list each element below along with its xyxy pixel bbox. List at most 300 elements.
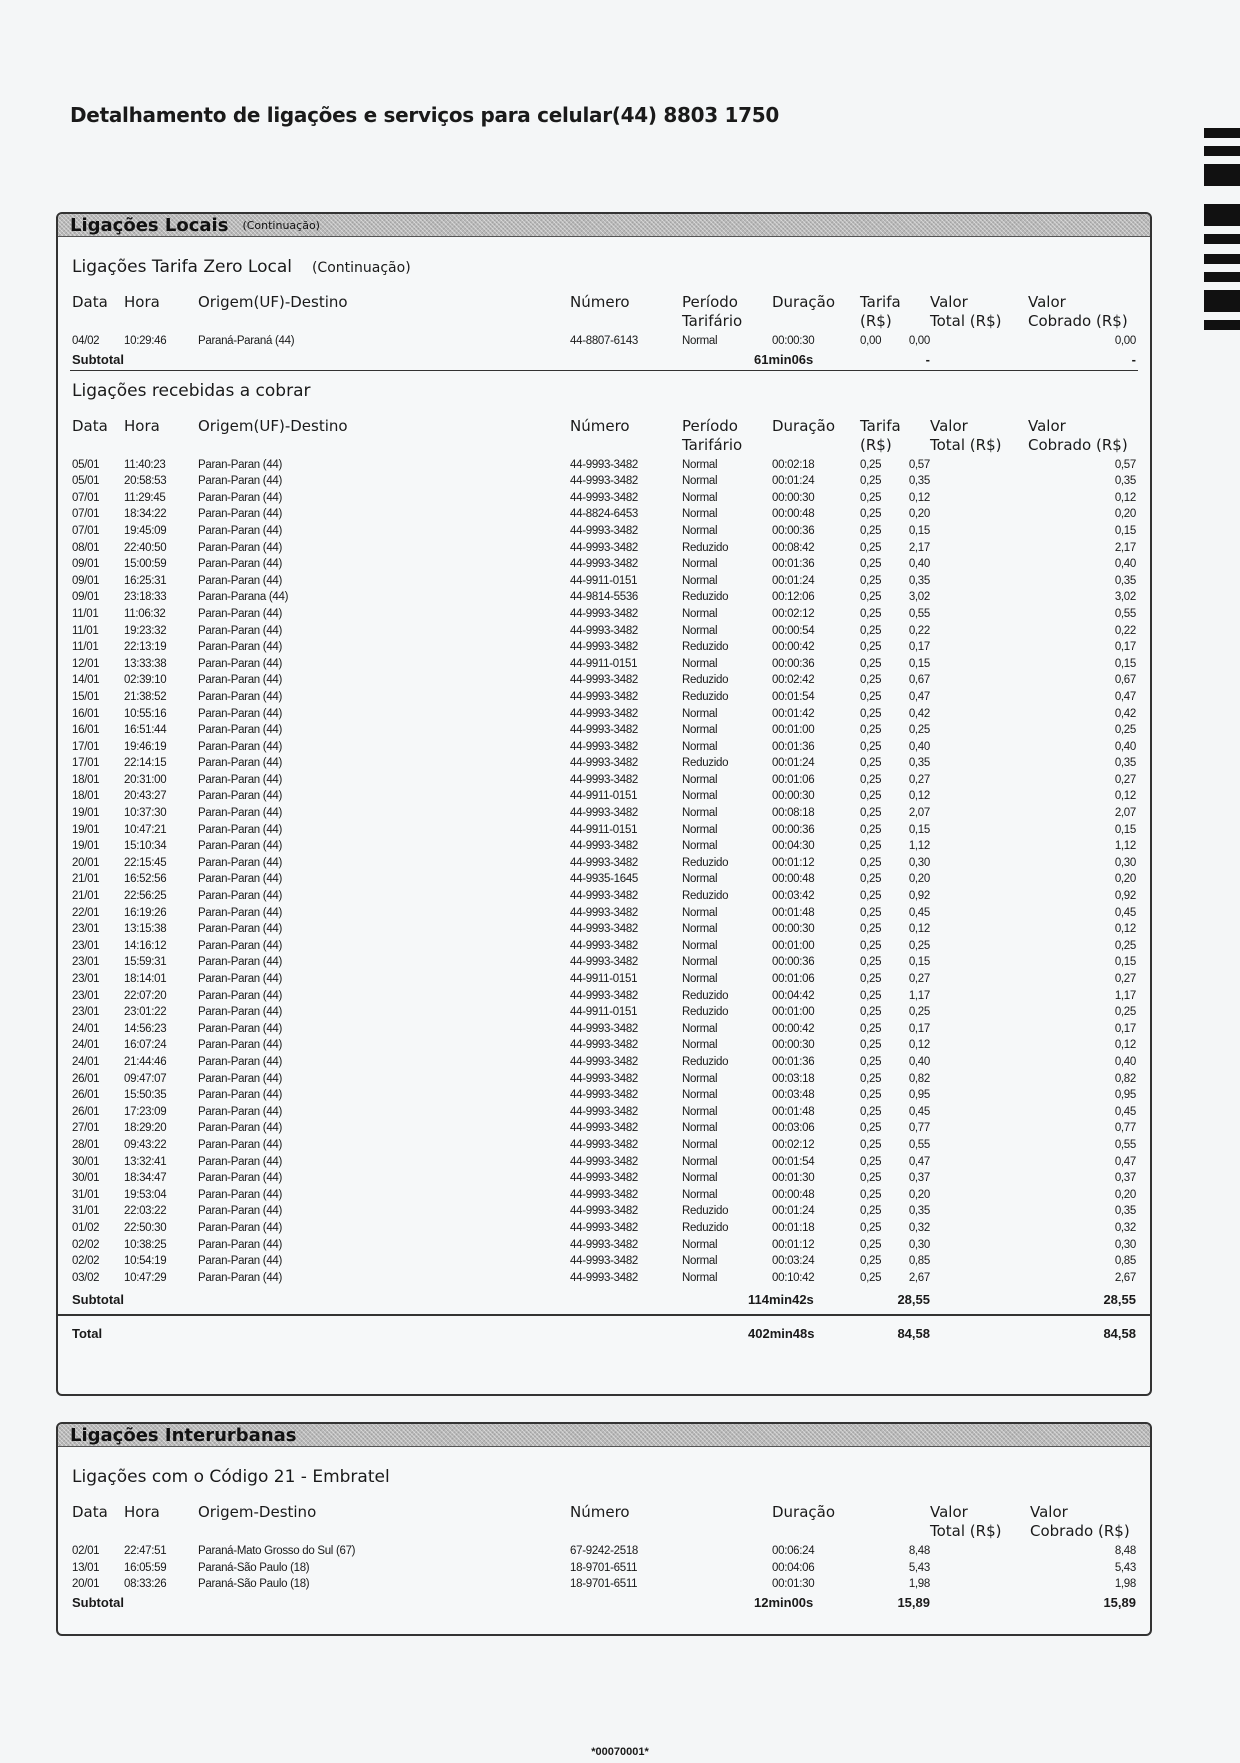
cell-numero: 44-9993-3482 xyxy=(570,740,639,753)
cell-periodo: Reduzido xyxy=(682,757,729,770)
cell-hora: 10:37:30 xyxy=(124,807,167,820)
cell-valor-cobrado: 0,12 xyxy=(1114,1039,1136,1052)
cell-tarifa: 0,25 xyxy=(860,1006,882,1019)
col-vt-1: Valor xyxy=(930,1503,968,1521)
cell-origem: Paran-Paran (44) xyxy=(198,458,283,471)
cell-numero: 44-9993-3482 xyxy=(570,1172,639,1185)
cell-periodo: Normal xyxy=(682,624,718,637)
cell-hora: 21:38:52 xyxy=(124,690,167,703)
section-header-sub: (Continuação) xyxy=(242,218,320,232)
cell-numero: 44-9993-3482 xyxy=(570,558,639,571)
cell-valor-cobrado: 0,22 xyxy=(1114,624,1136,637)
cell-valor-total: 0,22 xyxy=(908,624,930,637)
cell-origem: Paran-Paran (44) xyxy=(198,1089,283,1102)
table-row xyxy=(58,1170,1150,1187)
cell-valor-cobrado: 0,15 xyxy=(1114,956,1136,969)
col-periodo xyxy=(682,293,742,331)
cell-data: 26/01 xyxy=(72,1072,100,1085)
cell-origem: Paran-Paran (44) xyxy=(198,757,283,770)
cell-data: 02/02 xyxy=(72,1238,100,1251)
cell-duracao: 00:03:06 xyxy=(772,1122,815,1135)
cell-numero: 44-9993-3482 xyxy=(570,607,639,620)
cell-valor-cobrado: 0,25 xyxy=(1114,939,1136,952)
cell-origem: Paran-Paran (44) xyxy=(198,1072,283,1085)
cell-valor-total: 0,37 xyxy=(908,1172,930,1185)
cell-data: 16/01 xyxy=(72,724,100,737)
cell-numero: 44-9911-0151 xyxy=(570,1006,638,1019)
cell-origem: Paran-Paran (44) xyxy=(198,707,283,720)
col-vc-2: Cobrado (R$) xyxy=(1030,1522,1130,1540)
cell-data: 20/01 xyxy=(72,1578,100,1591)
cell-periodo: Normal xyxy=(682,1188,718,1201)
cell-data: 14/01 xyxy=(72,674,100,687)
cell-periodo: Normal xyxy=(682,823,718,836)
cell-valor-cobrado: 0,92 xyxy=(1114,890,1136,903)
cell-valor-cobrado: 0,35 xyxy=(1114,757,1136,770)
cell-duracao: 00:02:18 xyxy=(772,458,815,471)
cell-hora: 08:33:26 xyxy=(124,1578,167,1591)
cell-origem: Paran-Paran (44) xyxy=(198,856,283,869)
table-row xyxy=(58,1137,1150,1154)
local-calls-header xyxy=(58,214,1150,237)
cell-hora: 20:43:27 xyxy=(124,790,167,803)
cell-origem: Paran-Paran (44) xyxy=(198,807,283,820)
total-valor-cobrado: 84,58 xyxy=(1103,1326,1136,1342)
cell-numero: 44-9993-3482 xyxy=(570,1271,639,1284)
cell-numero: 44-9993-3482 xyxy=(570,1055,639,1068)
col-numero: Número xyxy=(570,416,630,435)
table-row xyxy=(58,523,1150,540)
cell-origem: Paran-Paran (44) xyxy=(198,973,283,985)
cell-valor-total: 0,25 xyxy=(908,939,930,952)
cell-duracao: 00:01:36 xyxy=(772,558,815,571)
table-row xyxy=(58,1253,1150,1270)
cell-numero: 44-9993-3482 xyxy=(570,724,639,737)
col-periodo-2: Tarifário xyxy=(682,312,743,330)
cell-tarifa: 0,25 xyxy=(860,1022,882,1035)
cell-data: 02/02 xyxy=(72,1255,100,1268)
cell-periodo: Normal xyxy=(682,508,718,521)
cell-periodo: Normal xyxy=(682,973,718,985)
cell-numero: 44-9993-3482 xyxy=(570,1022,639,1035)
col-data: Data xyxy=(72,1503,108,1521)
col-vc-1: Valor xyxy=(1030,1503,1068,1521)
cell-hora: 13:32:41 xyxy=(124,1155,167,1168)
cell-data: 05/01 xyxy=(72,475,100,488)
cell-numero: 44-9814-5536 xyxy=(570,591,639,604)
cell-periodo: Normal xyxy=(682,491,718,504)
col-valor-total xyxy=(930,417,1001,455)
cell-duracao: 00:00:48 xyxy=(772,873,815,886)
col-vt-1: Valor xyxy=(930,293,968,311)
cell-valor-total: 0,35 xyxy=(908,475,930,488)
cell-periodo: Normal xyxy=(682,840,718,853)
cell-data: 05/01 xyxy=(72,458,100,471)
cell-origem: Paran-Paran (44) xyxy=(198,690,283,703)
cell-origem: Paran-Paran (44) xyxy=(198,923,283,936)
cell-numero: 44-9935-1645 xyxy=(570,873,639,886)
cell-tarifa: 0,25 xyxy=(860,973,882,985)
cell-hora: 13:15:38 xyxy=(124,923,167,936)
cell-origem: Paran-Paran (44) xyxy=(198,890,283,903)
cell-hora: 17:23:09 xyxy=(124,1105,167,1118)
cell-hora: 22:50:30 xyxy=(124,1221,167,1234)
cell-valor-total: 0,45 xyxy=(908,1105,930,1118)
codigo21-rows xyxy=(58,1543,1150,1593)
cell-valor-total: 0,30 xyxy=(908,856,930,869)
cell-valor-cobrado: 5,43 xyxy=(1114,1561,1136,1574)
cell-data: 28/01 xyxy=(72,1138,100,1151)
cell-data: 01/02 xyxy=(72,1221,100,1234)
cell-origem: Paran-Paran (44) xyxy=(198,1022,283,1035)
col-valor-total xyxy=(930,293,1001,331)
cell-valor-cobrado: 0,40 xyxy=(1114,1055,1136,1068)
cell-tarifa: 0,25 xyxy=(860,1172,882,1185)
cell-data: 20/01 xyxy=(72,856,100,869)
cell-tarifa: 0,25 xyxy=(860,1039,882,1052)
cell-duracao: 00:01:30 xyxy=(772,1578,815,1591)
cell-duracao: 00:01:54 xyxy=(772,1155,815,1168)
cell-tarifa: 0,25 xyxy=(860,475,882,488)
table-row xyxy=(58,921,1150,938)
cell-numero: 44-8824-6453 xyxy=(570,508,639,521)
cell-valor-cobrado: 0,25 xyxy=(1114,1006,1136,1019)
cell-data: 16/01 xyxy=(72,707,100,720)
table-row xyxy=(58,755,1150,772)
cell-valor-cobrado: 0,12 xyxy=(1114,923,1136,936)
table-row xyxy=(58,822,1150,839)
cell-valor-total: 0,20 xyxy=(908,1188,930,1201)
recebidas-subtotal xyxy=(58,1290,1150,1310)
cell-valor-total: 3,02 xyxy=(908,591,930,604)
cell-hora: 02:39:10 xyxy=(124,674,167,687)
cell-valor-cobrado: 0,30 xyxy=(1114,1238,1136,1251)
cell-valor-cobrado: 0,47 xyxy=(1114,1155,1136,1168)
subtotal-valor-total: 15,89 xyxy=(897,1594,930,1610)
cell-valor-cobrado: 0,20 xyxy=(1114,1188,1136,1201)
cell-hora: 11:06:32 xyxy=(124,607,166,620)
cell-tarifa: 0,25 xyxy=(860,956,882,969)
cell-valor-total: 0,30 xyxy=(908,1238,930,1251)
col-duracao: Duração xyxy=(772,1503,836,1521)
table-row xyxy=(58,1237,1150,1254)
cell-hora: 22:40:50 xyxy=(124,541,167,554)
cell-data: 30/01 xyxy=(72,1172,100,1185)
cell-numero: 44-9993-3482 xyxy=(570,856,639,869)
cell-periodo: Normal xyxy=(682,558,718,571)
cell-periodo: Normal xyxy=(682,807,718,820)
recebidas-column-headers xyxy=(58,417,1150,457)
cell-tarifa: 0,25 xyxy=(860,690,882,703)
cell-periodo: Reduzido xyxy=(682,1055,729,1068)
tarifa-zero-title xyxy=(58,257,1150,277)
table-row xyxy=(58,971,1150,988)
cell-origem: Paran-Paran (44) xyxy=(198,541,283,554)
col-data: Data xyxy=(72,416,108,435)
cell-origem: Paran-Paran (44) xyxy=(198,1205,283,1218)
cell-tarifa: 0,25 xyxy=(860,1155,882,1168)
cell-hora: 15:50:35 xyxy=(124,1089,167,1102)
cell-hora: 11:29:45 xyxy=(124,491,166,504)
cell-data: 23/01 xyxy=(72,923,100,936)
cell-origem: Paran-Paran (44) xyxy=(198,906,283,919)
cell-valor-total: 0,95 xyxy=(908,1089,930,1102)
cell-duracao: 00:08:42 xyxy=(772,541,815,554)
cell-hora: 10:47:21 xyxy=(124,823,167,836)
table-row xyxy=(58,1004,1150,1021)
cell-valor-total: 1,98 xyxy=(908,1578,930,1591)
cell-numero: 44-9993-3482 xyxy=(570,707,639,720)
cell-numero: 44-9993-3482 xyxy=(570,890,639,903)
cell-hora: 16:25:31 xyxy=(124,574,167,587)
cell-periodo: Reduzido xyxy=(682,856,729,869)
cell-data: 24/01 xyxy=(72,1022,100,1035)
cell-valor-total: 0,35 xyxy=(908,757,930,770)
cell-periodo: Normal xyxy=(682,458,718,471)
cell-periodo: Normal xyxy=(682,1238,718,1251)
cell-periodo: Normal xyxy=(682,1022,718,1035)
cell-origem: Paran-Paran (44) xyxy=(198,724,283,737)
cell-numero: 44-9993-3482 xyxy=(570,1255,639,1268)
cell-valor-total: 0,15 xyxy=(908,657,930,670)
table-row xyxy=(58,1203,1150,1220)
cell-origem: Paran-Paran (44) xyxy=(198,1122,283,1135)
col-numero: Número xyxy=(570,1503,630,1521)
col-vt-2: Total (R$) xyxy=(930,312,1002,330)
cell-origem: Paran-Paran (44) xyxy=(198,1155,283,1168)
cell-tarifa: 0,25 xyxy=(860,458,882,471)
cell-origem: Paran-Paran (44) xyxy=(198,624,283,637)
cell-data: 07/01 xyxy=(72,491,100,504)
cell-valor-cobrado: 0,40 xyxy=(1114,740,1136,753)
cell-numero: 44-9993-3482 xyxy=(570,1138,639,1151)
col-vt-1: Valor xyxy=(930,416,968,435)
cell-periodo: Reduzido xyxy=(682,641,729,654)
cell-data: 12/01 xyxy=(72,657,100,670)
cell-numero: 44-9993-3482 xyxy=(570,807,639,820)
cell-valor-cobrado: 2,67 xyxy=(1114,1271,1136,1284)
cell-duracao: 00:06:24 xyxy=(772,1545,815,1557)
interurbanas-box xyxy=(56,1422,1152,1636)
subtotal-duracao: 61min06s xyxy=(754,351,814,367)
cell-valor-total: 0,20 xyxy=(908,873,930,886)
cell-tarifa: 0,25 xyxy=(860,591,882,604)
cell-valor-cobrado: 0,17 xyxy=(1114,641,1136,654)
cell-tarifa: 0,25 xyxy=(860,1105,882,1118)
col-data: Data xyxy=(72,293,108,311)
cell-tarifa: 0,25 xyxy=(860,1055,882,1068)
cell-numero: 44-9993-3482 xyxy=(570,989,639,1002)
cell-duracao: 00:01:36 xyxy=(772,1055,815,1068)
tarifa-zero-column-headers xyxy=(58,293,1150,333)
cell-periodo: Normal xyxy=(682,873,718,886)
col-duracao: Duração xyxy=(772,293,836,311)
col-origem: Origem(UF)-Destino xyxy=(198,416,348,435)
cell-origem: Paraná-São Paulo (18) xyxy=(198,1578,310,1591)
cell-tarifa: 0,25 xyxy=(860,657,882,670)
col-valor-cobrado xyxy=(1028,417,1128,455)
cell-duracao: 00:00:30 xyxy=(772,335,815,347)
cell-valor-cobrado: 1,98 xyxy=(1114,1578,1136,1591)
cell-valor-cobrado: 0,77 xyxy=(1114,1122,1136,1135)
cell-valor-total: 0,40 xyxy=(908,740,930,753)
cell-valor-cobrado: 0,37 xyxy=(1114,1172,1136,1185)
cell-origem: Paraná-Paraná (44) xyxy=(198,335,295,347)
cell-periodo: Reduzido xyxy=(682,890,729,903)
cell-duracao: 00:01:00 xyxy=(772,939,815,952)
cell-valor-total: 8,48 xyxy=(908,1545,930,1557)
cell-valor-total: 0,47 xyxy=(908,690,930,703)
cell-origem: Paran-Paran (44) xyxy=(198,641,283,654)
col-vc-1: Valor xyxy=(1028,416,1066,435)
cell-data: 13/01 xyxy=(72,1561,100,1574)
table-row xyxy=(58,639,1150,656)
cell-tarifa: 0,25 xyxy=(860,1238,882,1251)
cell-periodo: Normal xyxy=(682,923,718,936)
cell-valor-total: 0,35 xyxy=(908,1205,930,1218)
cell-tarifa: 0,25 xyxy=(860,724,882,737)
cell-data: 23/01 xyxy=(72,956,100,969)
table-row xyxy=(58,333,1150,350)
col-numero: Número xyxy=(570,293,630,311)
col-tarifa-1: Tarifa xyxy=(860,293,901,311)
cell-numero: 44-9993-3482 xyxy=(570,524,639,537)
cell-hora: 23:01:22 xyxy=(124,1006,167,1019)
cell-valor-cobrado: 0,12 xyxy=(1114,491,1136,504)
cell-origem: Paran-Paran (44) xyxy=(198,790,283,803)
cell-periodo: Normal xyxy=(682,1105,718,1118)
cell-origem: Paraná-São Paulo (18) xyxy=(198,1561,310,1574)
cell-periodo: Reduzido xyxy=(682,674,729,687)
cell-duracao: 00:02:12 xyxy=(772,1138,815,1151)
cell-hora: 09:43:22 xyxy=(124,1138,167,1151)
cell-periodo: Normal xyxy=(682,524,718,537)
cell-origem: Paran-Paran (44) xyxy=(198,1039,283,1052)
cell-duracao: 00:03:24 xyxy=(772,1255,815,1268)
cell-numero: 44-9993-3482 xyxy=(570,1122,639,1135)
subtotal-valor-cobrado: 28,55 xyxy=(1103,1292,1136,1308)
cell-tarifa: 0,25 xyxy=(860,707,882,720)
cell-valor-cobrado: 0,57 xyxy=(1114,458,1136,471)
cell-data: 23/01 xyxy=(72,1006,100,1019)
cell-duracao: 00:04:06 xyxy=(772,1561,815,1574)
cell-valor-cobrado: 2,17 xyxy=(1114,541,1136,554)
col-vt-2: Total (R$) xyxy=(930,435,1002,454)
cell-hora: 15:59:31 xyxy=(124,956,167,969)
col-vc-1: Valor xyxy=(1028,293,1066,311)
cell-periodo: Normal xyxy=(682,1172,718,1185)
cell-periodo: Normal xyxy=(682,906,718,919)
table-row xyxy=(58,589,1150,606)
cell-origem: Paran-Paran (44) xyxy=(198,607,283,620)
cell-duracao: 00:00:36 xyxy=(772,524,815,537)
subtotal-label: Subtotal xyxy=(72,351,124,367)
cell-origem: Paran-Paran (44) xyxy=(198,1055,283,1068)
table-row xyxy=(58,1037,1150,1054)
codigo21-title: Ligações com o Código 21 - Embratel xyxy=(72,1467,390,1487)
cell-duracao: 00:01:24 xyxy=(772,1205,815,1218)
cell-data: 23/01 xyxy=(72,939,100,952)
cell-numero: 44-9993-3482 xyxy=(570,641,639,654)
cell-tarifa: 0,25 xyxy=(860,1089,882,1102)
table-row xyxy=(58,1087,1150,1104)
cell-periodo: Normal xyxy=(682,773,718,786)
cell-data: 02/01 xyxy=(72,1545,100,1557)
cell-valor-total: 0,40 xyxy=(908,1055,930,1068)
cell-valor-total: 0,55 xyxy=(908,607,930,620)
cell-valor-total: 0,25 xyxy=(908,724,930,737)
footer-code: *00070001* xyxy=(591,1746,649,1758)
cell-duracao: 00:01:42 xyxy=(772,707,815,720)
table-row xyxy=(58,1104,1150,1121)
cell-valor-total: 1,17 xyxy=(908,989,930,1002)
table-row xyxy=(58,788,1150,805)
cell-duracao: 00:00:30 xyxy=(772,491,815,504)
table-row xyxy=(58,672,1150,689)
cell-data: 24/01 xyxy=(72,1039,100,1052)
cell-valor-cobrado: 0,95 xyxy=(1114,1089,1136,1102)
col-vc-2: Cobrado (R$) xyxy=(1028,435,1128,454)
cell-duracao: 00:00:42 xyxy=(772,641,815,654)
cell-periodo: Normal xyxy=(682,724,718,737)
cell-duracao: 00:00:36 xyxy=(772,657,815,670)
cell-periodo: Normal xyxy=(682,1089,718,1102)
cell-data: 26/01 xyxy=(72,1105,100,1118)
cell-origem: Paran-Paran (44) xyxy=(198,1271,283,1284)
cell-valor-total: 0,15 xyxy=(908,524,930,537)
cell-hora: 18:34:22 xyxy=(124,508,167,521)
table-row xyxy=(58,706,1150,723)
cell-duracao: 00:03:48 xyxy=(772,1089,815,1102)
cell-duracao: 00:01:54 xyxy=(772,690,815,703)
cell-valor-cobrado: 0,30 xyxy=(1114,856,1136,869)
cell-hora: 16:51:44 xyxy=(124,724,167,737)
total-valor-total: 84,58 xyxy=(897,1326,930,1342)
cell-tarifa: 0,25 xyxy=(860,823,882,836)
total-duracao: 402min48s xyxy=(748,1326,815,1342)
cell-data: 07/01 xyxy=(72,508,100,521)
cell-valor-cobrado: 0,55 xyxy=(1114,1138,1136,1151)
cell-data: 26/01 xyxy=(72,1089,100,1102)
cell-data: 19/01 xyxy=(72,823,100,836)
table-row xyxy=(58,656,1150,673)
cell-hora: 10:29:46 xyxy=(124,335,167,347)
cell-data: 31/01 xyxy=(72,1205,100,1218)
cell-origem: Paran-Paran (44) xyxy=(198,1255,283,1268)
col-hora: Hora xyxy=(124,293,160,311)
cell-valor-cobrado: 0,27 xyxy=(1114,973,1136,985)
cell-valor-total: 0,12 xyxy=(908,923,930,936)
cell-periodo: Normal xyxy=(682,1255,718,1268)
cell-periodo: Reduzido xyxy=(682,1006,729,1019)
cell-tarifa: 0,25 xyxy=(860,906,882,919)
cell-valor-cobrado: 0,15 xyxy=(1114,524,1136,537)
table-row xyxy=(58,573,1150,590)
cell-hora: 10:38:25 xyxy=(124,1238,167,1251)
cell-origem: Paran-Paran (44) xyxy=(198,657,283,670)
cell-tarifa: 0,25 xyxy=(860,740,882,753)
cell-valor-cobrado: 0,32 xyxy=(1114,1221,1136,1234)
cell-numero: 44-9993-3482 xyxy=(570,1039,639,1052)
cell-periodo: Reduzido xyxy=(682,690,729,703)
cell-valor-cobrado: 0,00 xyxy=(1114,335,1136,347)
tarifa-zero-subtotal xyxy=(58,350,1150,370)
cell-numero: 44-9993-3482 xyxy=(570,624,639,637)
recebidas-cobrar-title: Ligações recebidas a cobrar xyxy=(72,380,311,401)
cell-hora: 22:15:45 xyxy=(124,856,167,869)
section-header-title: Ligações Locais xyxy=(70,214,229,236)
cell-valor-total: 0,92 xyxy=(908,890,930,903)
